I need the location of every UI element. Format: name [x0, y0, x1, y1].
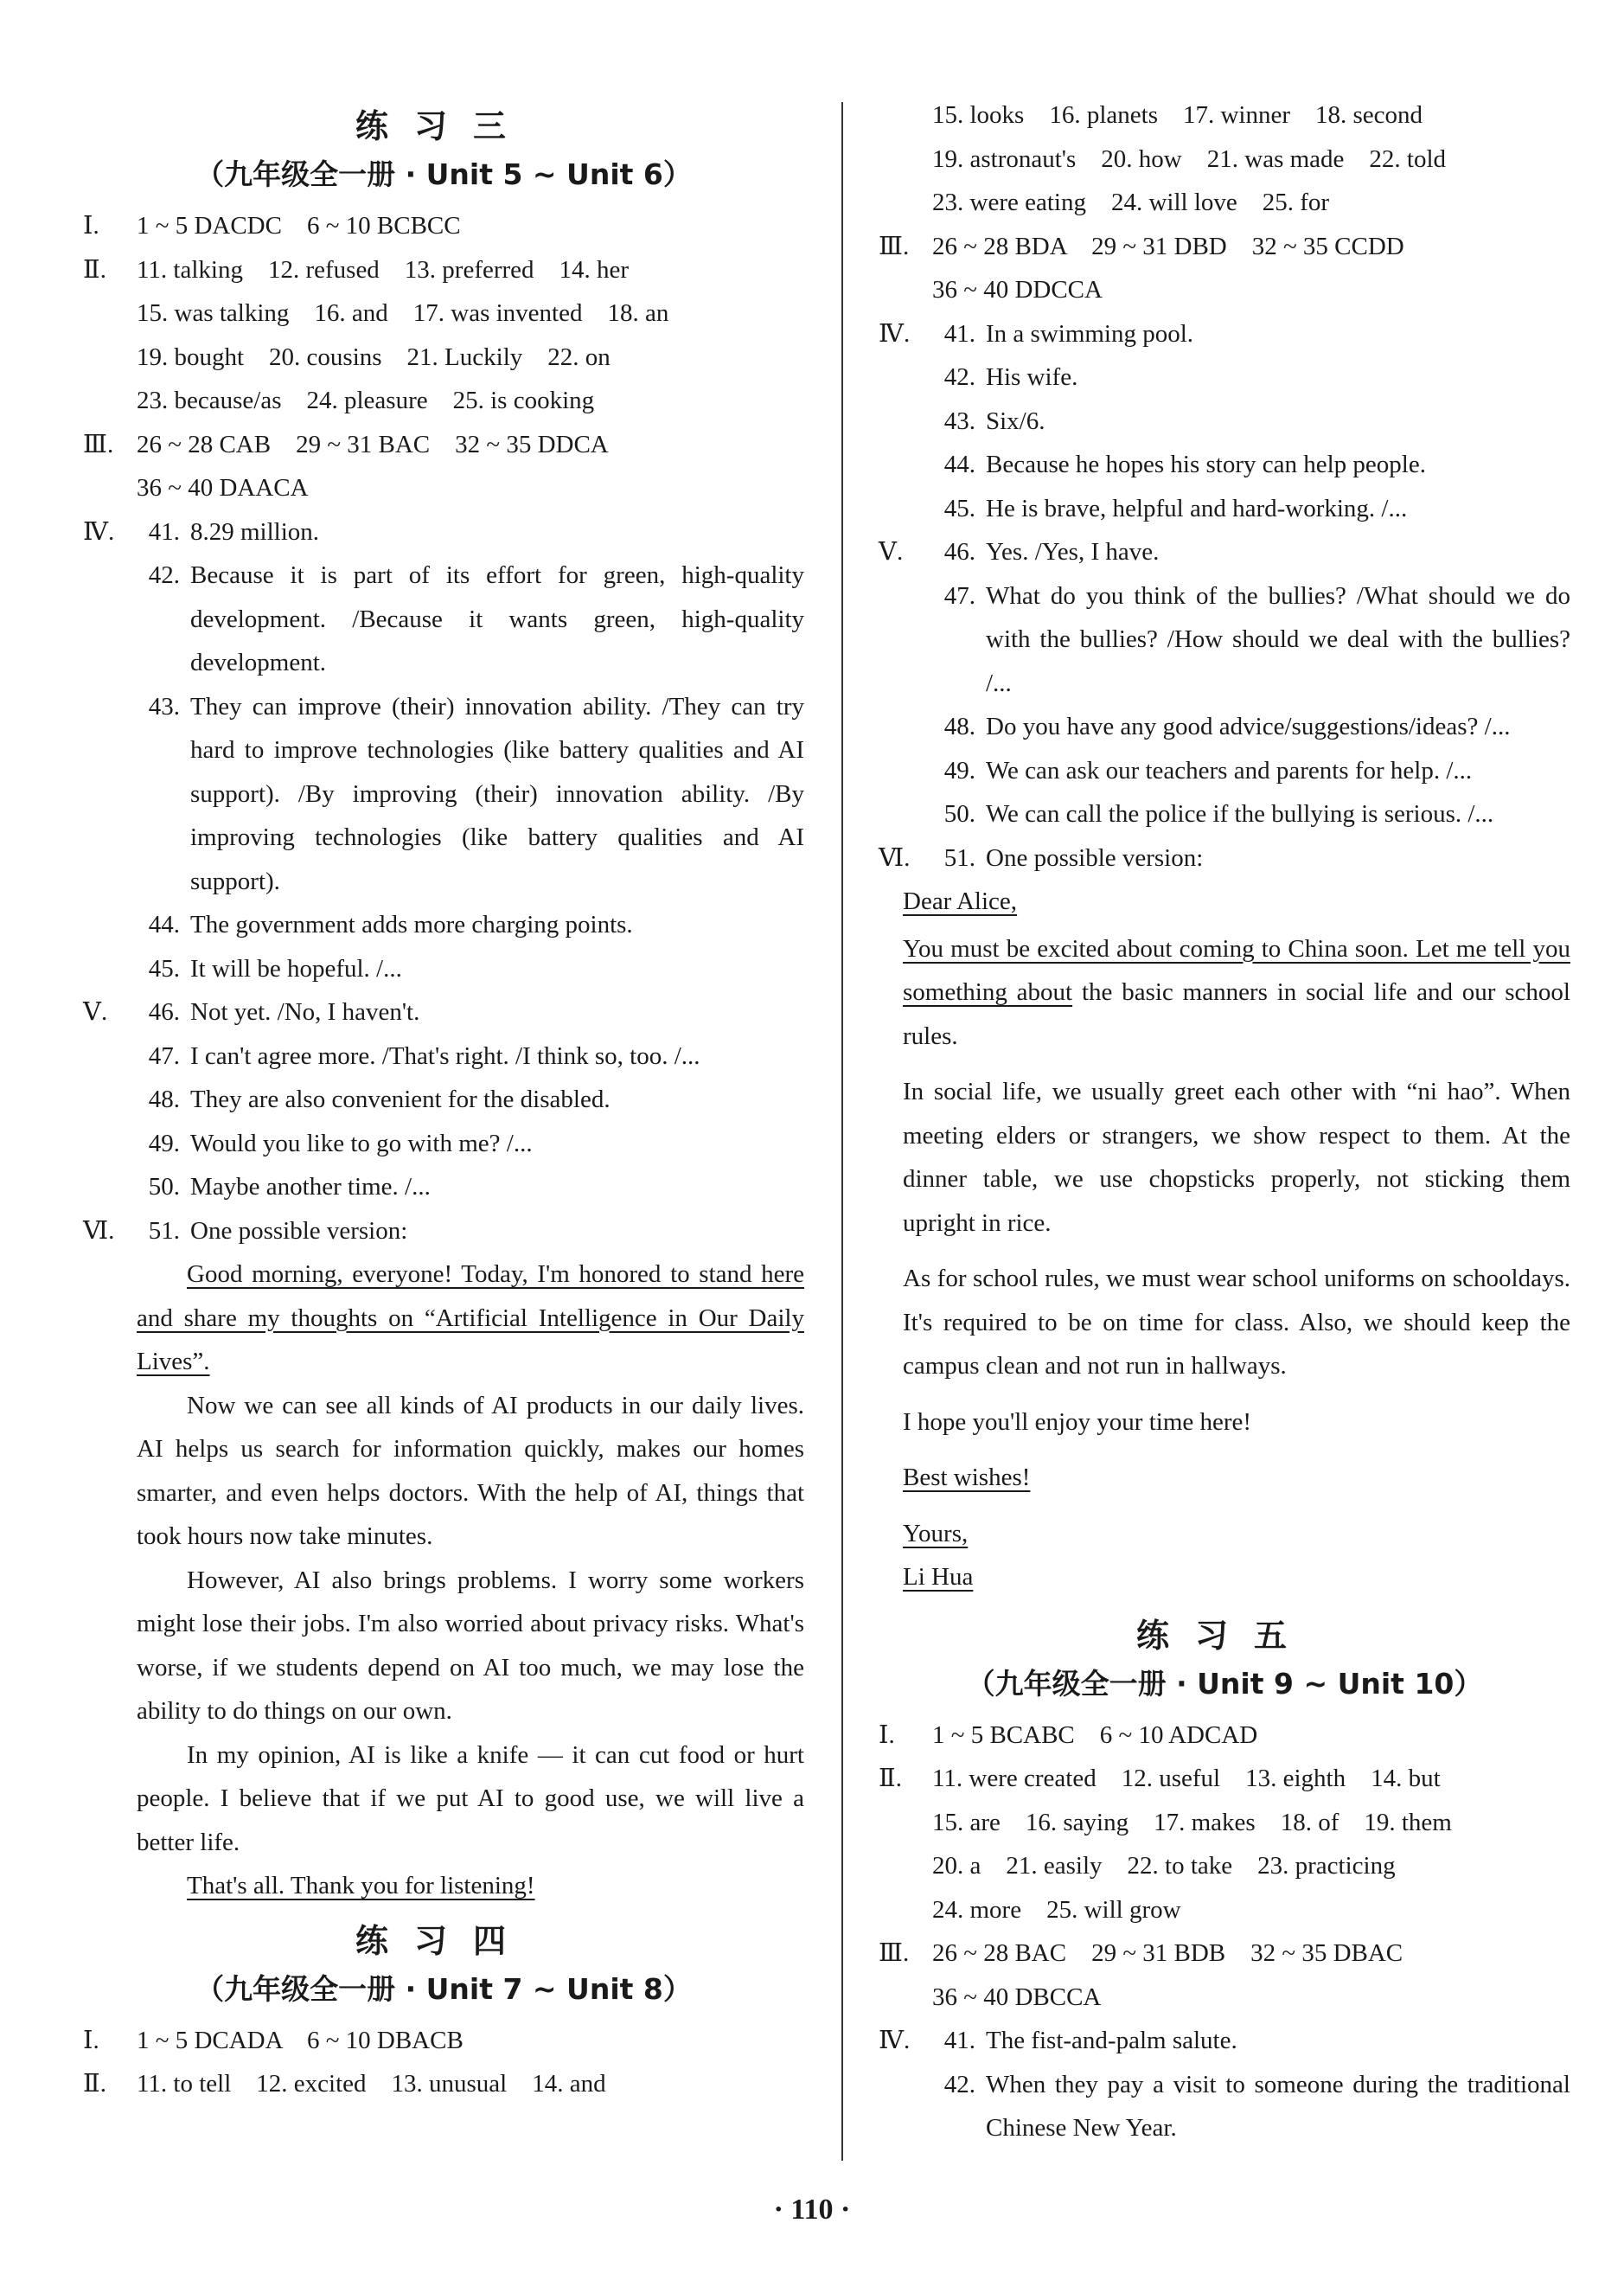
column-divider — [841, 102, 843, 2161]
item-text: Not yet. /No, I haven't. — [190, 998, 420, 1026]
item-number: 41. — [148, 517, 180, 546]
answer-line: 19. bought 20. cousins 21. Luckily 22. on — [137, 343, 611, 371]
item-number: 42. — [148, 561, 180, 589]
section-iii — [83, 423, 804, 467]
item-number: 42. — [943, 363, 975, 391]
item-number: 45. — [148, 954, 180, 983]
letter-closing — [903, 1456, 1570, 1500]
item-text: In a swimming pool. — [986, 319, 1194, 348]
essay-speech — [83, 1252, 804, 1908]
item-text: Maybe another time. /... — [190, 1173, 431, 1201]
answer-line — [879, 1844, 1570, 1888]
item-number: 43. — [943, 407, 975, 435]
answer-item — [137, 510, 804, 554]
letter-paragraph: I hope you'll enjoy your time here! — [903, 1407, 1252, 1436]
answer-item — [932, 574, 1570, 706]
essay-paragraph: In my opinion, AI is like a knife — it can cut food or hurt people. I believe that if we put AI to good use, we will live a better life. — [137, 1740, 804, 1856]
letter-signoff — [903, 1512, 1570, 1556]
section-v — [879, 530, 1570, 836]
answer-line: 11. talking 12. refused 13. preferred 14. her — [137, 255, 630, 284]
roman-numeral: Ⅳ. — [83, 517, 115, 546]
answer-line: 24. more 25. will grow — [932, 1895, 1181, 1924]
answer-item — [137, 1078, 804, 1122]
section-i — [83, 204, 804, 248]
letter-paragraph: As for school rules, we must wear school uniforms on schooldays. It's required to be on time for class. Also, we should keep the campus clean and not run in hallways. — [903, 1265, 1570, 1380]
roman-numeral: Ⅵ. — [83, 1216, 115, 1245]
item-text: Because he hopes his story can help people. — [986, 451, 1426, 478]
item-number: 47. — [943, 581, 975, 610]
roman-numeral: Ⅲ. — [879, 232, 910, 260]
item-number: 46. — [943, 538, 975, 566]
answer-line: 20. a 21. easily 22. to take 23. practicing — [932, 1852, 1396, 1880]
roman-numeral: Ⅴ. — [879, 538, 904, 566]
answer-line — [879, 1888, 1570, 1932]
section-iv — [83, 510, 804, 991]
item-number: 51. — [943, 843, 975, 872]
roman-numeral: Ⅰ. — [83, 2026, 99, 2054]
section-ii — [83, 2062, 804, 2106]
item-text: The government adds more charging points. — [190, 911, 633, 939]
essay-paragraph: Now we can see all kinds of AI products in our daily lives. AI helps us search for information quickly, makes our homes smarter, and even helps doctors. With the help of AI, things that took hours now take minutes. — [137, 1391, 804, 1550]
item-number: 49. — [943, 756, 975, 785]
section-iii — [879, 1931, 1570, 1976]
item-number: 46. — [148, 998, 180, 1026]
answer-line: 26 ~ 28 BAC 29 ~ 31 BDB 32 ~ 35 DBAC — [932, 1939, 1403, 1967]
item-number: 50. — [943, 800, 975, 828]
answer-item — [137, 685, 804, 904]
answer-line — [83, 336, 804, 380]
section-i — [879, 1714, 1570, 1758]
item-text: They are also convenient for the disabled. — [190, 1086, 611, 1113]
roman-numeral: Ⅳ. — [879, 319, 911, 348]
answer-item — [932, 443, 1570, 487]
answer-line: 19. astronaut's 20. how 21. was made 22. told — [932, 144, 1447, 173]
item-number: 43. — [148, 692, 180, 721]
answer-line — [83, 291, 804, 336]
roman-numeral: Ⅴ. — [83, 998, 108, 1026]
roman-numeral: Ⅳ. — [879, 2027, 911, 2054]
essay-closing — [137, 1864, 804, 1908]
page-number: · 110 · — [773, 2194, 851, 2226]
section-vi — [879, 836, 1570, 881]
roman-numeral: Ⅱ. — [83, 2070, 106, 2098]
exercise-4-subtitle: （九年级全一册 · Unit 7 ~ Unit 8） — [195, 1971, 692, 2006]
essay-opening-text: Good morning, everyone! Today, I'm honored to stand here and share my thoughts on “Artificial Intelligence in Our Daily Lives”. — [137, 1260, 804, 1375]
answer-item — [932, 312, 1570, 356]
exercise-3-title: 练习三 — [355, 107, 532, 145]
answer-line: 11. were created 12. useful 13. eighth 14. but — [932, 1765, 1441, 1792]
section-i — [83, 2019, 804, 2063]
answer-line — [83, 466, 804, 510]
item-number: 48. — [148, 1086, 180, 1113]
essay-heading: One possible version: — [986, 843, 1204, 872]
letter-signature — [903, 1555, 1570, 1599]
exercise-5-title: 练习五 — [1135, 1616, 1313, 1655]
roman-numeral: Ⅱ. — [879, 1765, 902, 1792]
answer-line: 36 ~ 40 DDCCA — [932, 276, 1103, 304]
answer-line: 11. to tell 12. excited 13. unusual 14. and — [137, 2070, 606, 2098]
item-text: Because it is part of its effort for green, high-quality development. /Because it wants green, high-quality development. — [190, 561, 804, 676]
answer-line — [879, 93, 1570, 138]
letter-signoff-text: Yours, — [903, 1519, 969, 1547]
roman-numeral: Ⅰ. — [879, 1720, 895, 1749]
answer-item — [932, 530, 1570, 574]
roman-numeral: Ⅲ. — [83, 430, 114, 458]
answer-item — [137, 990, 804, 1035]
item-text: They can improve (their) innovation ability. /They can try hard to improve technologies (like battery qualities and AI support). /By improving (their) innovation ability. /By improving technologies (like battery qualities and AI support). — [190, 692, 804, 895]
item-number: 49. — [148, 1129, 180, 1157]
exercise-3-subtitle: （九年级全一册 · Unit 5 ~ Unit 6） — [195, 157, 692, 191]
item-number: 41. — [943, 319, 975, 348]
letter-paragraph: In social life, we usually greet each other with “ni hao”. When meeting elders or strangers, we show respect to them. At the dinner table, we use chopsticks properly, not sticking them upright in rice. — [903, 1078, 1570, 1237]
essay-paragraph: However, AI also brings problems. I worry some workers might lose their jobs. I'm also worried about privacy risks. What's worse, if we students depend on AI too much, we may lose the ability to do things on our own. — [137, 1566, 804, 1725]
answer-line: 15. are 16. saying 17. makes 18. of 19. them — [932, 1808, 1452, 1836]
answer-item — [137, 947, 804, 991]
letter-greeting-text: Dear Alice, — [903, 887, 1018, 915]
item-number: 41. — [943, 2027, 975, 2054]
essay-opening — [137, 1252, 804, 1384]
essay-heading: One possible version: — [190, 1216, 408, 1245]
letter-opening-underlined: You must be excited about coming to China soon. Let me tell you something about — [903, 934, 1570, 1006]
exercise-5-subtitle: （九年级全一册 · Unit 9 ~ Unit 10） — [966, 1666, 1483, 1701]
answer-item — [137, 1035, 804, 1079]
section-iv — [879, 2019, 1570, 2150]
answer-item — [137, 1165, 804, 1209]
item-number: 47. — [148, 1041, 180, 1070]
answer-item — [932, 792, 1570, 836]
answer-line: 15. was talking 16. and 17. was invented 18. an — [137, 299, 669, 327]
answer-line: 1 ~ 5 BCABC 6 ~ 10 ADCAD — [932, 1720, 1258, 1749]
item-text: We can call the police if the bullying is serious. /... — [986, 800, 1494, 828]
item-text: We can ask our teachers and parents for help. /... — [986, 756, 1473, 785]
answer-line — [83, 379, 804, 423]
roman-numeral: Ⅱ. — [83, 255, 106, 284]
answer-line — [879, 138, 1570, 182]
roman-numeral: Ⅰ. — [83, 212, 99, 240]
section-ii — [83, 248, 804, 292]
item-text: The fist-and-palm salute. — [986, 2027, 1237, 2054]
answer-line: 26 ~ 28 BDA 29 ~ 31 DBD 32 ~ 35 CCDD — [932, 232, 1404, 260]
answer-item — [932, 356, 1570, 400]
answer-item — [932, 2019, 1570, 2063]
answer-line: 1 ~ 5 DACDC 6 ~ 10 BCBCC — [137, 212, 461, 240]
item-text: 8.29 million. — [190, 517, 320, 546]
exercise-4-title: 练习四 — [355, 1921, 532, 1960]
item-number: 45. — [943, 494, 975, 522]
roman-numeral: Ⅵ. — [879, 843, 911, 872]
letter-signature-text: Li Hua — [903, 1563, 974, 1591]
answer-line: 36 ~ 40 DBCCA — [932, 1983, 1102, 2011]
item-text: Do you have any good advice/suggestions/ideas? /... — [986, 713, 1511, 740]
answer-line: 23. because/as 24. pleasure 25. is cooking — [137, 387, 595, 414]
left-column — [83, 93, 804, 2106]
answer-item — [932, 705, 1570, 749]
roman-numeral: Ⅲ. — [879, 1939, 910, 1967]
answer-item — [932, 400, 1570, 444]
item-text: He is brave, helpful and hard-working. /... — [986, 494, 1408, 522]
right-column — [879, 93, 1570, 2150]
letter-opening — [903, 927, 1570, 1059]
section-vi — [83, 1209, 804, 1253]
section-iv — [879, 312, 1570, 531]
essay-letter — [879, 880, 1570, 1599]
answer-line — [879, 1976, 1570, 2020]
answer-item — [137, 554, 804, 685]
item-text: When they pay a visit to someone during the traditional Chinese New Year. — [986, 2070, 1570, 2142]
item-number: 50. — [148, 1173, 180, 1201]
answer-line: 15. looks 16. planets 17. winner 18. second — [932, 101, 1423, 129]
answer-item — [932, 2063, 1570, 2150]
answer-item — [932, 487, 1570, 531]
item-number: 42. — [943, 2070, 975, 2098]
item-number: 51. — [148, 1216, 180, 1245]
answer-line — [879, 181, 1570, 225]
letter-closing-text: Best wishes! — [903, 1464, 1031, 1491]
answer-line: 23. were eating 24. will love 25. for — [932, 189, 1330, 216]
item-text: Yes. /Yes, I have. — [986, 538, 1160, 566]
item-text: What do you think of the bullies? /What should we do with the bullies? /How should we deal with the bullies? /... — [986, 581, 1570, 697]
answer-line — [879, 268, 1570, 312]
letter-greeting — [903, 880, 1570, 924]
item-number: 48. — [943, 713, 975, 740]
section-iii — [879, 225, 1570, 269]
item-number: 44. — [943, 451, 975, 478]
item-text: Would you like to go with me? /... — [190, 1129, 533, 1157]
section-v — [83, 990, 804, 1209]
item-text: Six/6. — [986, 407, 1045, 435]
answer-line: 36 ~ 40 DAACA — [137, 474, 309, 502]
answer-item — [137, 903, 804, 947]
item-text: I can't agree more. /That's right. /I think so, too. /... — [190, 1041, 700, 1070]
answer-line — [879, 1801, 1570, 1845]
answer-item — [137, 1122, 804, 1166]
section-ii — [879, 1757, 1570, 1801]
answer-item — [932, 749, 1570, 793]
answer-line: 1 ~ 5 DCADA 6 ~ 10 DBACB — [137, 2026, 464, 2054]
letter-opening-rest: the basic manners in social life and our school rules. — [903, 978, 1570, 1050]
item-text: It will be hopeful. /... — [190, 954, 402, 983]
item-text: His wife. — [986, 363, 1078, 391]
answer-line: 26 ~ 28 CAB 29 ~ 31 BAC 32 ~ 35 DDCA — [137, 430, 609, 458]
essay-closing-text: That's all. Thank you for listening! — [187, 1872, 535, 1899]
item-number: 44. — [148, 911, 180, 939]
